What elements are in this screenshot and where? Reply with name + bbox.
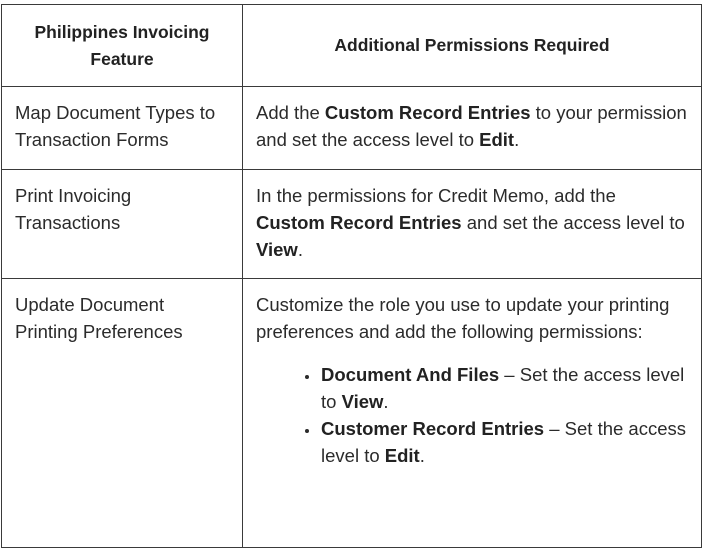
list-item: [320, 361, 689, 415]
bold-text: Custom Record Entries: [324, 102, 531, 123]
list-item: [320, 415, 689, 469]
bold-text: Customer Record Entries: [321, 418, 545, 439]
bold-text: Document And Files: [321, 364, 500, 385]
text: In the permissions for Credit Memo, add the: [256, 185, 616, 206]
text: and set the access level to: [461, 212, 685, 233]
header-feature: Philippines Invoicing Feature: [2, 5, 243, 87]
table-header-row: [2, 5, 702, 87]
text: .: [514, 129, 520, 150]
text: .: [419, 445, 425, 466]
permissions-cell: [243, 87, 702, 170]
bold-text: View: [341, 391, 384, 412]
intro-text: Customize the role you use to update your printing preferences and add the following permissions:: [256, 294, 670, 342]
feature-cell: Map Document Types to Transaction Forms: [2, 87, 243, 170]
permissions-cell: [243, 279, 702, 548]
feature-cell: Update Document Printing Preferences: [2, 279, 243, 548]
table-row: [2, 87, 702, 170]
table-row: [2, 170, 702, 279]
text: .: [383, 391, 389, 412]
text: to your permission and set the access level to: [256, 102, 687, 150]
text: .: [297, 239, 303, 260]
text: – Set the access level to: [321, 418, 687, 466]
text: Add the: [256, 102, 325, 123]
text: – Set the access level to: [321, 364, 685, 412]
permissions-table: [1, 4, 702, 548]
bold-text: Edit: [384, 445, 420, 466]
table-row: [2, 279, 702, 548]
header-permissions: Additional Permissions Required: [243, 5, 702, 87]
permissions-cell: [243, 170, 702, 279]
bold-text: Edit: [479, 129, 515, 150]
bold-text: View: [256, 239, 298, 260]
feature-cell: Print Invoicing Transactions: [2, 170, 243, 279]
permissions-list: [256, 361, 689, 469]
bold-text: Custom Record Entries: [256, 212, 462, 233]
